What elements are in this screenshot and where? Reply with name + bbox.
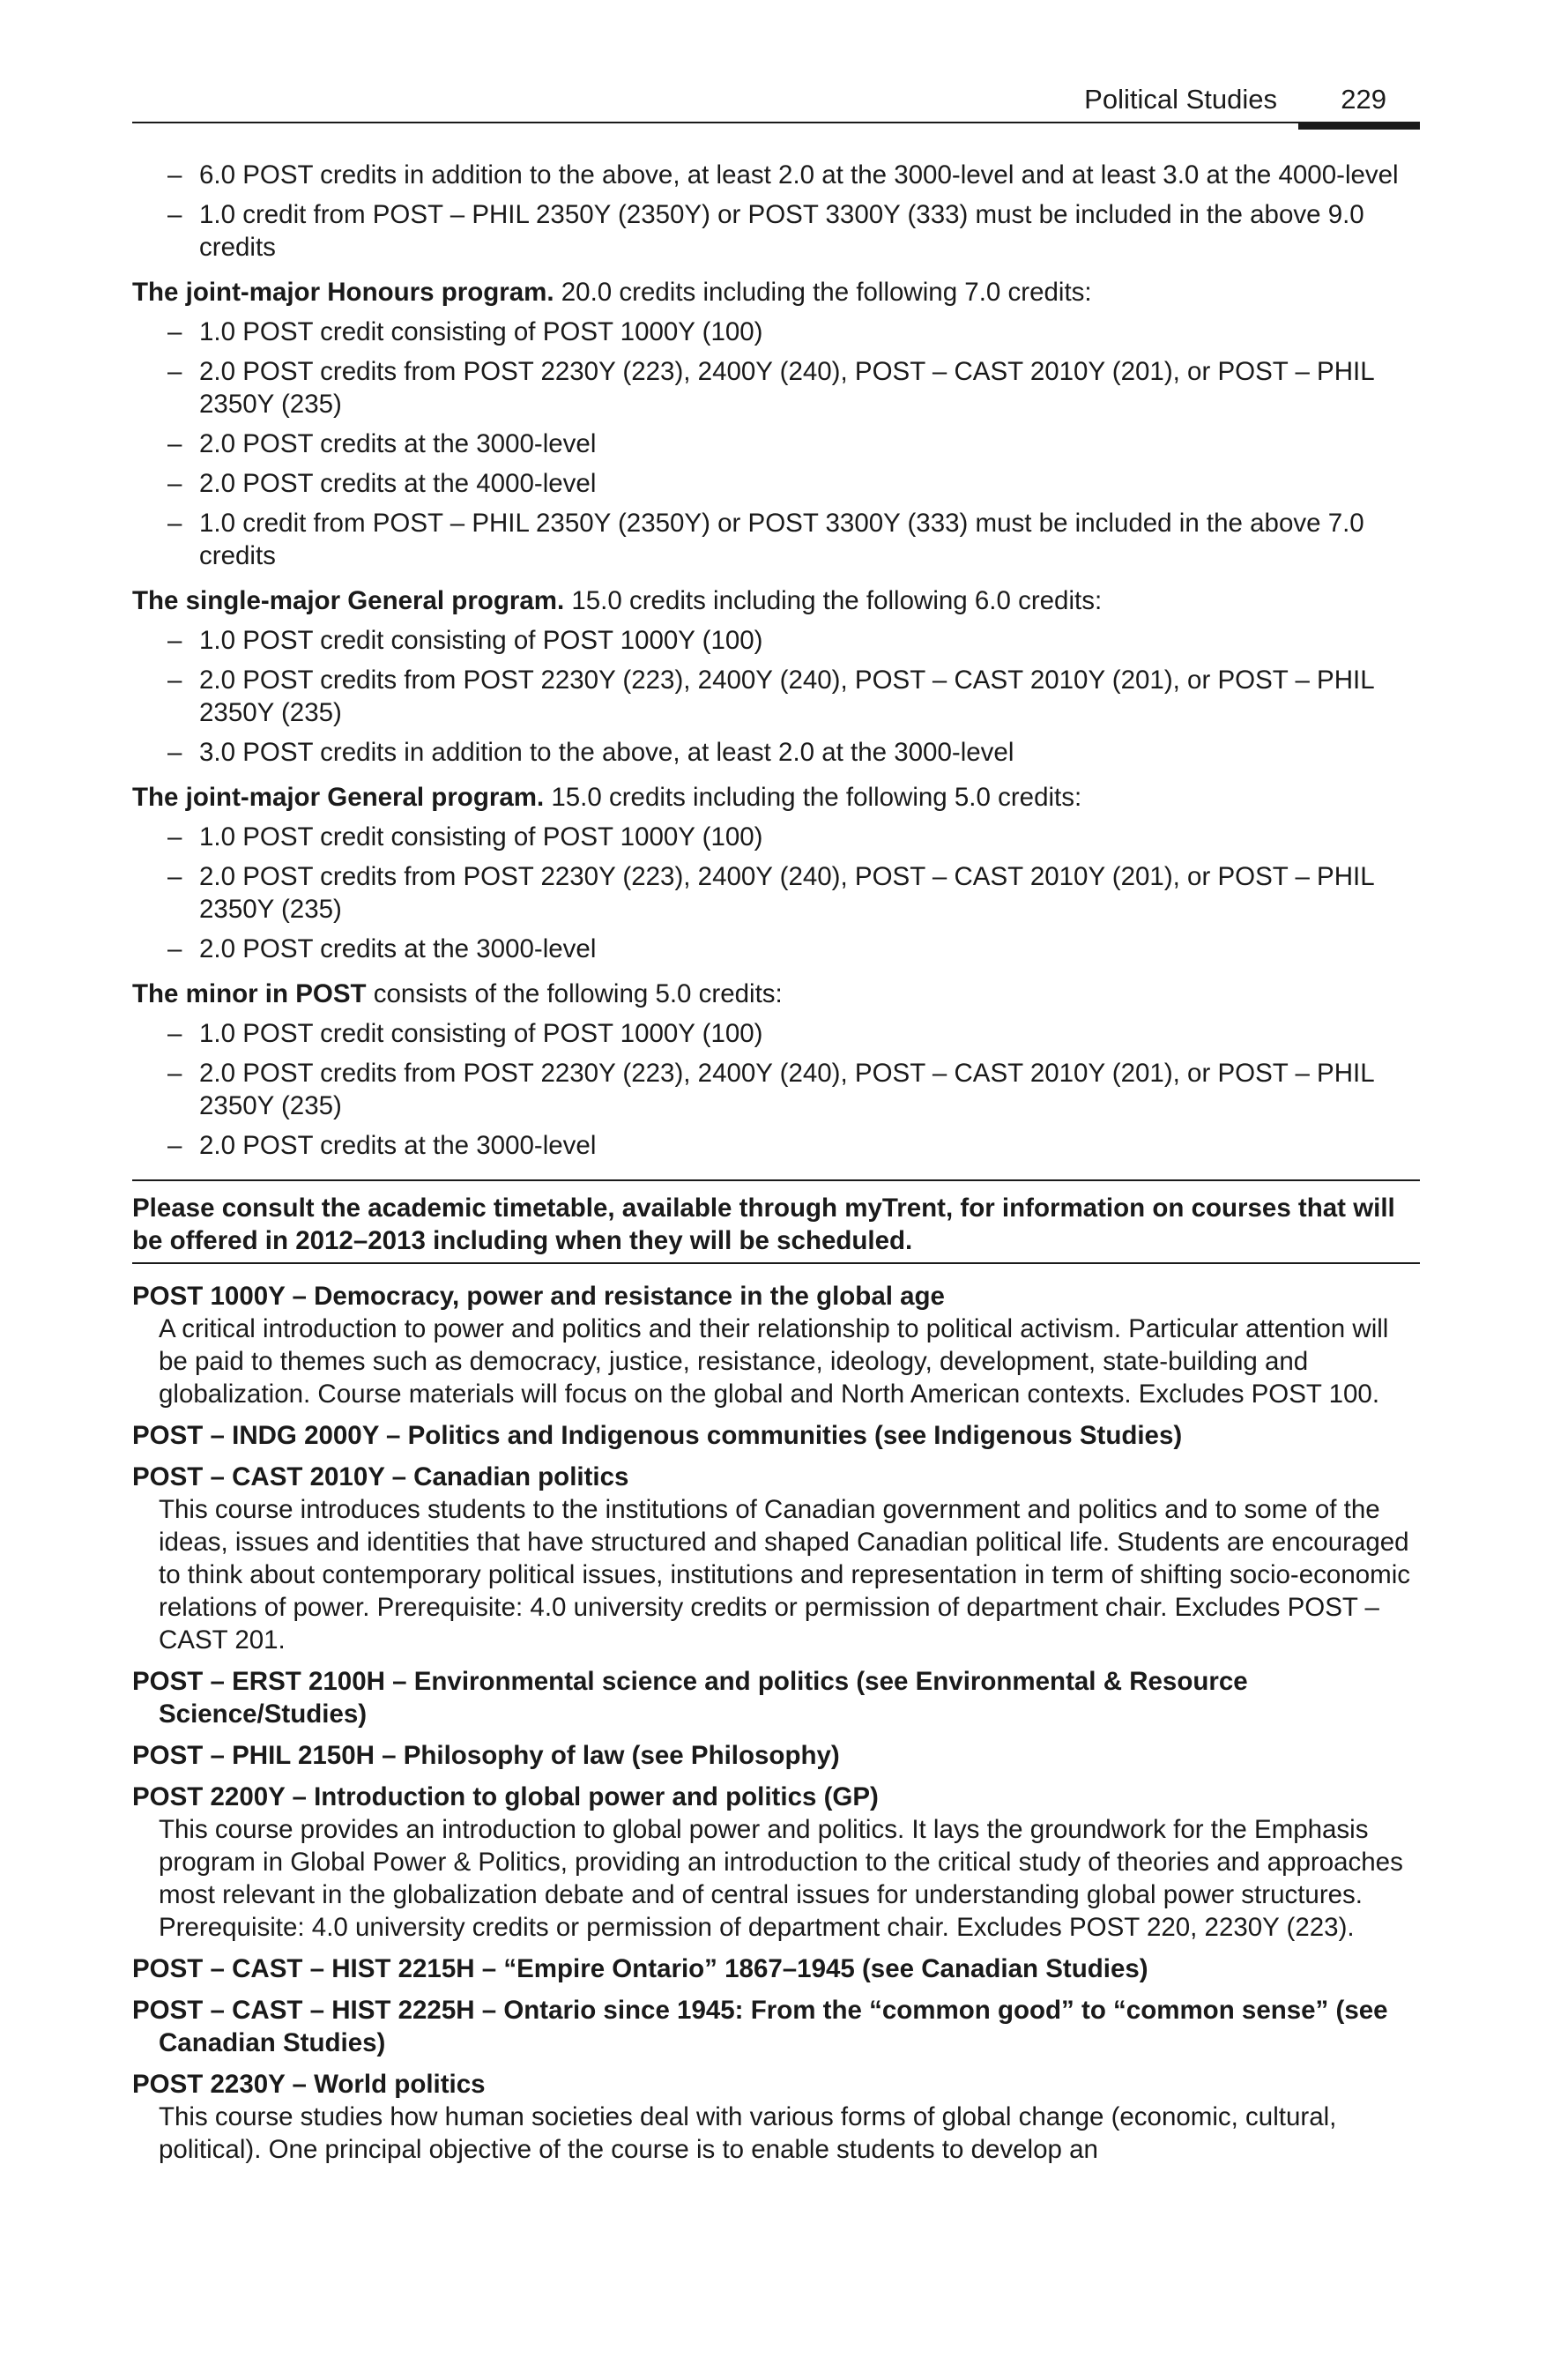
list-item: – 1.0 POST credit consisting of POST 1000Y (100) bbox=[167, 822, 763, 852]
program-name: The single-major General program. bbox=[132, 586, 565, 615]
program-desc: 20.0 credits including the following 7.0 credits: bbox=[554, 278, 1092, 307]
course-title: POST – CAST 2010Y – Canadian politics bbox=[132, 1462, 629, 1491]
page-body bbox=[132, 159, 1420, 2166]
program-heading bbox=[132, 978, 1420, 1010]
list-item: – 2.0 POST credits from POST 2230Y (223), 2400Y (240), POST – CAST 2010Y (201), or POST – PHIL 2350Y (235) bbox=[167, 862, 1374, 924]
program-desc: 15.0 credits including the following 5.0 credits: bbox=[544, 783, 1082, 812]
program-heading bbox=[132, 781, 1420, 814]
list-item: – 2.0 POST credits at the 3000-level bbox=[167, 429, 597, 458]
header-rule bbox=[132, 122, 1420, 123]
course-entry bbox=[132, 1739, 1420, 1772]
program-heading bbox=[132, 276, 1420, 309]
list-item: – 6.0 POST credits in addition to the above, at least 2.0 at the 3000-level and at least 3.0 at the 4000-level bbox=[167, 160, 1399, 190]
course-entry bbox=[132, 1280, 1420, 1410]
page-number: 229 bbox=[1341, 84, 1386, 115]
program-name: The minor in POST bbox=[132, 979, 367, 1008]
course-title: POST – INDG 2000Y – Politics and Indigenous communities (see Indigenous Studies) bbox=[132, 1421, 1183, 1450]
course-title: POST – CAST – HIST 2215H – “Empire Ontario” 1867–1945 (see Canadian Studies) bbox=[132, 1954, 1148, 1983]
program-heading bbox=[132, 584, 1420, 617]
continued-requirements-list bbox=[132, 159, 1420, 264]
list-item: – 1.0 POST credit consisting of POST 1000Y (100) bbox=[167, 626, 763, 655]
course-entry bbox=[132, 1461, 1420, 1656]
list-item: – 2.0 POST credits at the 3000-level bbox=[167, 1131, 597, 1160]
program-requirements-list bbox=[132, 1017, 1420, 1162]
list-item: – 2.0 POST credits from POST 2230Y (223), 2400Y (240), POST – CAST 2010Y (201), or POST – PHIL 2350Y (235) bbox=[167, 666, 1374, 727]
course-entry bbox=[132, 2068, 1420, 2166]
program-requirements-list bbox=[132, 316, 1420, 572]
header-thumb-tab bbox=[1298, 122, 1420, 130]
course-entry bbox=[132, 1665, 1420, 1730]
program-name: The joint-major Honours program. bbox=[132, 278, 554, 307]
list-item: – 2.0 POST credits at the 3000-level bbox=[167, 934, 597, 963]
course-entry bbox=[132, 1952, 1420, 1985]
course-description: This course studies how human societies deal with various forms of global change (economic, cultural, political). One principal objective of the course is to enable students to develop an bbox=[159, 2102, 1337, 2164]
program-requirements-list bbox=[132, 821, 1420, 965]
list-item: – 1.0 POST credit consisting of POST 1000Y (100) bbox=[167, 1019, 763, 1048]
course-description: This course provides an introduction to global power and politics. It lays the groundwork for the Emphasis program in Global Power & Politics, providing an introduction to the critical study of theories and approaches most relevant in the globalization debate and of central issues for understanding global power structures. Prerequisite: 4.0 university credits or permission of department chair. Excludes POST 220, 2230Y (223). bbox=[159, 1815, 1403, 1942]
program-requirements-list bbox=[132, 624, 1420, 769]
course-entry bbox=[132, 1419, 1420, 1452]
list-item: – 2.0 POST credits from POST 2230Y (223), 2400Y (240), POST – CAST 2010Y (201), or POST – PHIL 2350Y (235) bbox=[167, 1059, 1374, 1120]
course-description: This course introduces students to the institutions of Canadian government and politics and to some of the ideas, issues and identities that have structured and shaped Canadian political life. Students are encouraged to think about contemporary political issues, institutions and representation in term of shifting socio-economic relations of power. Prerequisite: 4.0 university credits or permission of department chair. Excludes POST – CAST 201. bbox=[159, 1495, 1411, 1655]
list-item: – 1.0 POST credit consisting of POST 1000Y (100) bbox=[167, 317, 763, 346]
running-section-title: Political Studies bbox=[1084, 84, 1277, 115]
program-desc: 15.0 credits including the following 6.0 credits: bbox=[564, 586, 1103, 615]
page-header bbox=[132, 83, 1420, 123]
course-title: POST 1000Y – Democracy, power and resistance in the global age bbox=[132, 1282, 945, 1311]
course-title: POST 2200Y – Introduction to global power and politics (GP) bbox=[132, 1782, 879, 1811]
course-title: POST 2230Y – World politics bbox=[132, 2070, 486, 2099]
list-item: – 3.0 POST credits in addition to the above, at least 2.0 at the 3000-level bbox=[167, 738, 1014, 767]
course-entry bbox=[132, 1781, 1420, 1944]
course-entry bbox=[132, 1994, 1420, 2059]
course-title: POST – ERST 2100H – Environmental science and politics (see Environmental & Resource Science/Studies) bbox=[132, 1667, 1248, 1729]
list-item: – 2.0 POST credits at the 4000-level bbox=[167, 469, 597, 498]
list-item: – 2.0 POST credits from POST 2230Y (223), 2400Y (240), POST – CAST 2010Y (201), or POST – PHIL 2350Y (235) bbox=[167, 357, 1374, 419]
list-item: – 1.0 credit from POST – PHIL 2350Y (2350Y) or POST 3300Y (333) must be included in the above 9.0 credits bbox=[167, 200, 1364, 262]
course-title: POST – CAST – HIST 2225H – Ontario since 1945: From the “common good” to “common sense” (see Canadian Studies) bbox=[132, 1996, 1388, 2057]
timetable-notice: Please consult the academic timetable, available through myTrent, for information on courses that will be offered in 2012–2013 including when they will be scheduled. bbox=[132, 1179, 1420, 1264]
course-title: POST – PHIL 2150H – Philosophy of law (see Philosophy) bbox=[132, 1741, 840, 1770]
program-desc: consists of the following 5.0 credits: bbox=[366, 979, 783, 1008]
course-description: A critical introduction to power and politics and their relationship to political activism. Particular attention will be paid to themes such as democracy, justice, resistance, ideology, development, state-building and globalization. Course materials will focus on the global and North American contexts. Excludes POST 100. bbox=[159, 1314, 1389, 1409]
list-item: – 1.0 credit from POST – PHIL 2350Y (2350Y) or POST 3300Y (333) must be included in the above 7.0 credits bbox=[167, 509, 1364, 570]
program-name: The joint-major General program. bbox=[132, 783, 545, 812]
